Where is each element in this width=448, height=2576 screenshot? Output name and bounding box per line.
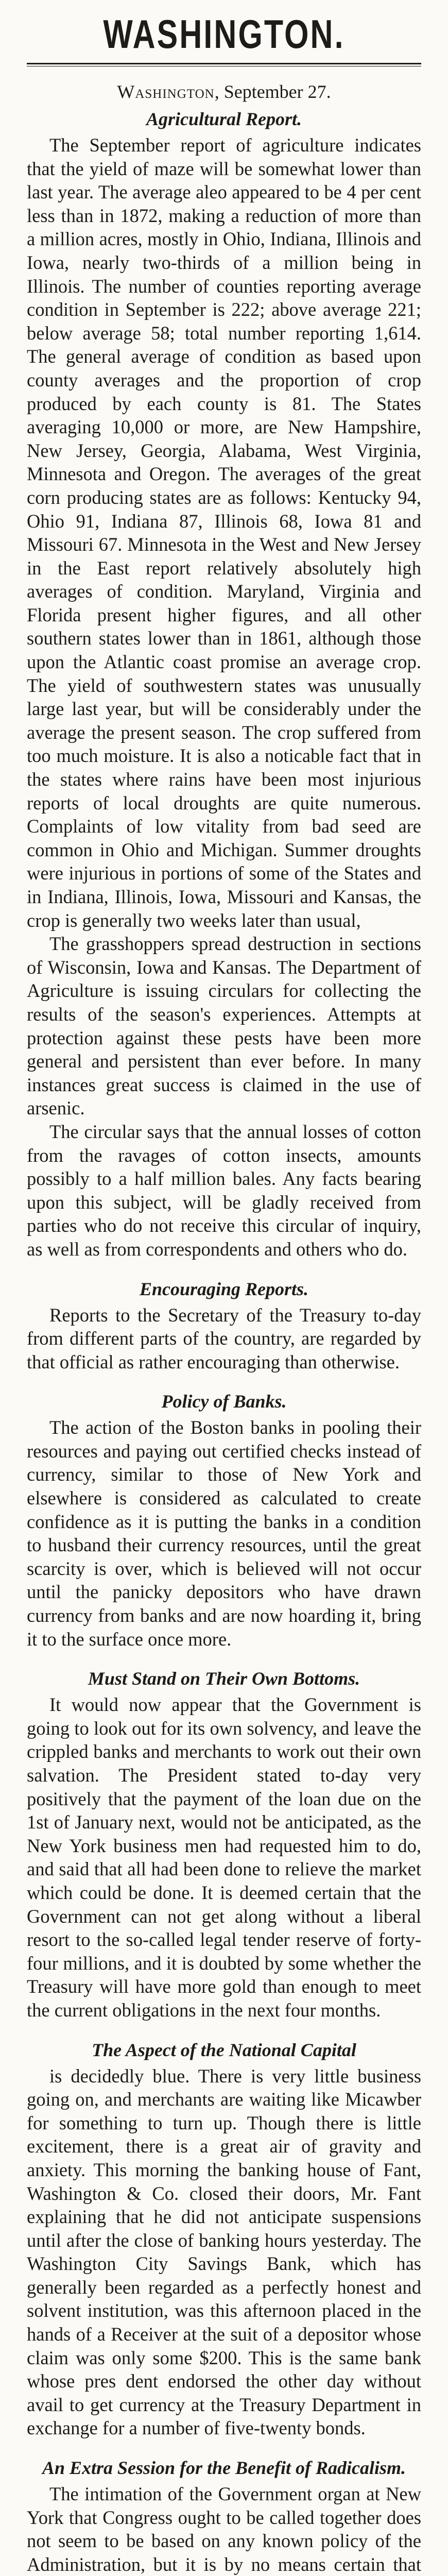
section-encouraging-reports: [27, 1277, 421, 1374]
section-heading: Policy of Banks.: [161, 1391, 287, 1412]
section-extra-session: [27, 2455, 421, 2576]
dateline-date: September 27.: [223, 81, 331, 102]
section-heading: Must Stand on Their Own Bottoms.: [88, 1668, 360, 1689]
masthead-rule: [27, 63, 421, 66]
dateline-place: Washington: [117, 81, 215, 102]
article-paragraph: Reports to the Secretary of the Treasury to-day from different parts of the country, are regarded by that official as rather encouraging than otherwise.: [27, 1304, 421, 1372]
section-heading: The Aspect of the National Capital: [92, 2039, 356, 2060]
article-paragraph: The September report of agriculture indicates that the yield of maze will be somewhat lower than last year. The average aleo appeared to be 4 per cent less than in 1872, making a reduction of more than a million acres, mostly in Ohio, Indiana, Illinois and Iowa, nearly two-thirds of a million being in Illinois. The number of counties reporting average condition in September is 222; above average 221; below average 58; total number reporting 1,614. The general average of condition as based upon county averages and the proportion of crop produced by each county is 81. The States averaging 10,000 or more, are New Hampshire, New Jersey, Georgia, Alabama, West Virginia, Minnesota and Oregon. The averages of the great corn producing states are as follows: Kentucky 94, Ohio 91, Indiana 87, Illinois 68, Iowa 81 and Missouri 67. Minnesota in the West and New Jersey in the East report relatively absolutely high averages of condition. Maryland, Virginia and Florida present higher figures, and all other southern states lower than in 1861, although those upon the Atlantic coast promise an average crop. The yield of southwestern states was unusually large last year, but will be considerably under the average the present season. The crop suffered from too much moisture. It is also a noticable fact that in the states where rains have been most injurious reports of local droughts are quite numerous. Complaints of low vitality from bad seed are common in Ohio and Michigan. Summer droughts were injurious in portions of some of the States and in Indiana, Illinois, Iowa, Missouri and Kansas, the crop is generally two weeks later than usual,: [27, 134, 421, 931]
article-paragraph: It would now appear that the Government is going to look out for its own solvency, and leave the crippled banks and merchants to work out their own salvation. The President stated to-day very positively that the payment of the loan due on the 1st of January next, would not be anticipated, as the New York business men had requested him to do, and said that all had been done to relieve the market which could be done. It is deemed certain that the Government can not get along without a liberal resort to the so-called legal tender reserve of forty-four millions, and it is doubted by some whether the Treasury will have more gold than enough to meet the current obligations in the next four months.: [27, 1694, 421, 2021]
section-heading: An Extra Session for the Benefit of Radicalism.: [42, 2458, 406, 2479]
section-policy-of-banks: [27, 1389, 421, 1651]
article-paragraph: The circular says that the annual losses of cotton from the ravages of cotton insects, amounts possibly to a half million bales. Any facts bearing upon this subject, will be gladly received from parties who do not receive this circular of inquiry, as well as from correspondents and others who do.: [27, 1121, 421, 1260]
section-own-bottoms: [27, 1666, 421, 2022]
section-heading: Encouraging Reports.: [139, 1278, 309, 1299]
section-agricultural-report: [27, 107, 421, 1261]
section-heading: Agricultural Report.: [146, 109, 302, 129]
masthead: WASHINGTON.: [103, 11, 345, 57]
section-national-capital: [27, 2038, 421, 2441]
article-paragraph: The grasshoppers spread destruction in sections of Wisconsin, Iowa and Kansas. The Department of Agriculture is issuing circulars for collecting the results of the season's experiences. Attempts at protection against these pests have been more general and persistent than ever before. In many instances great success is claimed in the use of arsenic.: [27, 933, 421, 1119]
article-paragraph: The intimation of the Government organ at New York that Congress ought to be called together does not seem to be based on any known policy of the Administration, but it is by no means certain that: [27, 2483, 421, 2575]
article-paragraph: The action of the Boston banks in pooling their resources and paying out certified checks instead of currency, similar to those of New York and elsewhere is considered as calculated to create confidence as it is putting the banks in a condition to husband their currency resources, until the great scarcity is over, which is believed will not occur until the panicky depositors who have drawn currency from banks and are now hoarding it, bring it to the surface once more.: [27, 1417, 421, 1650]
dateline: Washington, September 27.: [117, 81, 331, 102]
article-paragraph: is decidedly blue. There is very little business going on, and merchants are waiting like Micawber for something to turn up. Though there is little excitement, there is a great air of gravity and anxiety. This morning the banking house of Fant, Washington & Co. closed their doors, Mr. Fant explaining that he did not anticipate suspensions until after the close of banking hours yesterday. The Washington City Savings Bank, which has generally been regarded as a perfectly honest and solvent institution, was this afternoon placed in the hands of a Receiver at the suit of a depositor whose claim was only some $200. This is the same bank whose pres dent endorsed the other day without avail to get currency at the Treasury Department in exchange for a number of five-twenty bonds.: [27, 2065, 421, 2439]
